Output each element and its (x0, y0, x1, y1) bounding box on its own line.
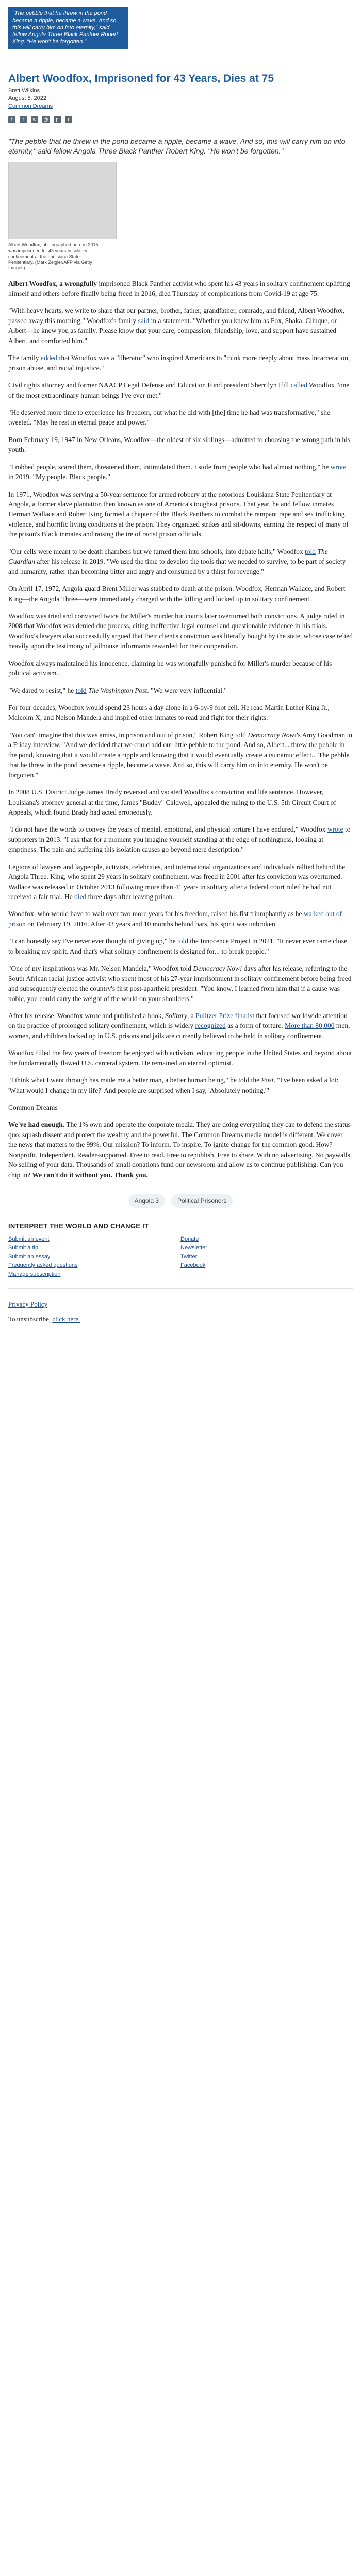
inline-link[interactable]: added (40, 354, 58, 362)
inline-link[interactable]: said (138, 316, 150, 325)
whatsapp-icon[interactable]: w (31, 116, 38, 123)
inline-link[interactable]: told (305, 547, 316, 555)
article-body (8, 279, 353, 1180)
article-paragraph: "You can't imagine that this was amiss, in prison and out of prison," Robert King told Democracy Now!'s Amy Goodman in a Friday interview. "And we decided that we could add our little pebble to the pond. And so, Albert... threw the pebble in the pond, knowing that it would create a ripple and knowing that it would eventually create a tsunamic effect... The pebble that he threw in the pond became a ripple, became a wave. And so, this will carry him on into eternity. He won't be forgotten." (8, 731, 352, 779)
article-paragraph: On April 17, 1972, Angola guard Brent Miller was stabbed to death at the prison. Woodfox, Herman Wallace, and Robert King—the Angola Three—were immediately charged with the killing and locked up in solitary confinement. (8, 585, 346, 603)
inline-link[interactable]: told (177, 937, 189, 945)
faq-link[interactable]: Frequently asked questions (8, 1262, 78, 1269)
article-paragraph: Born February 19, 1947 in New Orleans, Woodfox—the oldest of six siblings—admitted to choosing the wrong path in his youth. (8, 435, 351, 454)
facebook-link[interactable]: Facebook (180, 1262, 206, 1269)
article-meta (8, 87, 353, 110)
hero-figure (8, 162, 353, 271)
footer-title: INTERPRET THE WORLD AND CHANGE IT (8, 1222, 149, 1230)
submit-event-link[interactable]: Submit an event (8, 1236, 50, 1243)
article-hero-image (8, 162, 117, 239)
twitter-link[interactable]: Twitter (180, 1253, 198, 1260)
inline-link[interactable]: More than 80,000 (285, 1022, 335, 1030)
article-paragraph: "I think what I went through has made me a better man, a better human being," he told the Post. "I've been asked a lot: 'What would I change in my life?' And people are surprised when I say, 'Absolutely nothing.'" (8, 1076, 339, 1094)
article-paragraph: For four decades, Woodfox would spend 23 hours a day alone in a 6-by-9 foot cell. He read Martin Luther King Jr., Malcolm X, and Nelson Mandela and inspired other inmates to read and fight for their rights. (8, 704, 330, 722)
inline-link[interactable]: walked out of prison (8, 910, 342, 928)
tag-political-prisoners[interactable]: Political Prisoners (171, 1194, 233, 1208)
submit-tip-link[interactable]: Submit a tip (8, 1245, 39, 1251)
article-paragraph: We've had enough. The 1% own and operate the corporate media. They are doing everything they can to defend the status quo, squash dissent and protect the wealthy and the powerful. The Common Dreams media model is different. We cover the news that matters to the 99%. Our mission? To inform. To inspire. To ignite change for the common good. How? Nonprofit. Independent. Reader-supported. Free to read. Free to republish. Free to share. With no advertising. No paywalls. No selling of your data. Thousands of small donations fund our newsroom and allow us to continue publishing. Can you chip in? We can't do it without you. Thank you. (8, 1121, 352, 1179)
inline-link[interactable]: died (74, 893, 87, 901)
facebook-icon[interactable]: f (8, 116, 15, 123)
article-paragraph: Woodfox always maintained his innocence, claiming he was wrongfully punished for Miller's murder because of his political activism. (8, 659, 332, 677)
article-paragraph: Common Dreams (8, 1104, 58, 1112)
inline-link[interactable]: recognized (195, 1022, 226, 1030)
share-row (8, 116, 353, 123)
reddit-icon[interactable]: r (65, 116, 72, 123)
article-headline: Albert Woodfox, Imprisoned for 43 Years, Dies at 75 (8, 72, 274, 84)
article-paragraph: Civil rights attorney and former NAACP Legal Defense and Education Fund president Sherrilyn Ifill called Woodfox "one of the most extraordinary human beings I've ever met." (8, 381, 350, 399)
submit-essay-link[interactable]: Submit an essay (8, 1253, 51, 1260)
footer-links-right (180, 1235, 353, 1279)
manage-subscription-link[interactable]: Manage subscription (8, 1271, 61, 1278)
donate-link[interactable]: Donate (180, 1236, 199, 1243)
image-caption: Albert Woodfox, photographed here in 2015, was imprisoned for 43 years in solitary confinement at the Louisiana State Penitentiary. (Mark Zeigler/AFP via Getty Images) (8, 242, 100, 271)
article-paragraph: "We dared to resist," he told The Washington Post. "We were very influential." (8, 686, 227, 694)
inline-link[interactable]: Pulitzer Prize finalist (195, 1011, 255, 1020)
footer-links (8, 1235, 353, 1279)
article-paragraph: In 2008 U.S. District Judge James Brady reversed and vacated Woodfox's conviction and life sentence. However, Louisiana's attorney general at the time, James "Buddy" Caldwell, appealed the ruling to the U.S. 5th Circuit Court of Appeals, which found Brady had acted erroneously. (8, 788, 336, 816)
twitter-icon[interactable]: t (20, 116, 27, 123)
pull-quote: "The pebble that he threw in the pond became a ripple, became a wave. And so, this will carry him on into eternity," said fellow Angola Three Black Panther Robert King. "He won't be forgotten." (8, 137, 346, 155)
article-paragraph: Woodfox, who would have to wait over two more years for his freedom, raised his fist triumphantly as he walked out of prison on February 19, 2016. After 43 years and 10 months behind bars, his spirit was unbroken. (8, 910, 342, 928)
inline-link[interactable]: told (75, 686, 87, 694)
newsletter-link[interactable]: Newsletter (180, 1245, 207, 1251)
unsubscribe-prefix: To unsubscribe, (8, 1315, 51, 1323)
footer-divider (8, 1288, 353, 1289)
privacy-policy-link[interactable]: Privacy Policy (8, 1300, 48, 1309)
print-icon[interactable]: p (54, 116, 61, 123)
article-paragraph: Woodfox filled the few years of freedom he enjoyed with activism, educating people in the United States and beyond about the fundamentally flawed U.S. carceral system. He remained an eternal optimist. (8, 1049, 352, 1067)
article-paragraph: Woodfox was tried and convicted twice for Miller's murder but courts later overturned both convictions. A judge ruled in 2008 that Woodfox was denied due process, citing ineffective legal counsel and questionable evidence in his trials. Woodfox's lawyers also successfully argued that their client's conviction was literally bought by the state, whose case relied heavily upon the testimony of jailhouse informants rewarded for their cooperation. (8, 612, 353, 650)
article-paragraph: "With heavy hearts, we write to share that our partner, brother, father, grandfather, comrade, and friend, Albert Woodfox, passed away this morning," Woodfox's family said in a statement. "Whether you knew him as Fox, Shaka, Clinque, or Albert—he knew you as family. Please know that your care, compassion, friendship, love, and support have sustained Albert, and comforted him." (8, 307, 344, 345)
inline-link[interactable]: called (290, 381, 307, 389)
article-paragraph: The family added that Woodfox was a "liberator" who inspired Americans to "think more deeply about mass incarceration, prison abuse, and racial injustice." (8, 354, 350, 372)
article-paragraph: In 1971, Woodfox was serving a 50-year sentence for armed robbery at the notorious Louisiana State Penitentiary at Angola, a former slave plantation then known as one of America's toughest prisons. That year, he and fellow inmates Herman Wallace and Robert King formed a chapter of the Black Panthers to combat the rampant rape and sex trafficking, violence, and horrific living conditions at the prison. They organized strikes and sit-downs, earning the respect of many of the prison's Black inmates and raising the ire of racist prison officials. (8, 490, 349, 538)
article-paragraph: "One of my inspirations was Mr. Nelson Mandela," Woodfox told Democracy Now! days after his release, referring to the South African racial justice activist who spent most of his 27-year imprisonment in solitary confinement before being freed and subsequently elected the country's first post-apartheid president. "You know, I learned from him that if a cause was noble, you could carry the weight of the world on your shoulders." (8, 964, 352, 1003)
tag-row (8, 1194, 353, 1208)
legal-area (8, 1300, 353, 1324)
unsubscribe-line (8, 1315, 353, 1324)
tag-angola-3[interactable]: Angola 3 (128, 1194, 165, 1208)
inline-link[interactable]: told (235, 731, 246, 739)
inline-link[interactable]: wrote (330, 463, 347, 471)
inline-link[interactable]: wrote (327, 825, 343, 834)
article-paragraph: After his release, Woodfox wrote and published a book, Solitary, a Pulitzer Prize finalist that focused worldwide attention on the practice of prolonged solitary confinement, which is widely recognized as a form of torture. More than 80,000 men, women, and children locked up in U.S. prisons and jails are currently believed to be held in solitary confinement. (8, 1011, 350, 1040)
article-publisher-link[interactable]: Common Dreams (8, 103, 53, 109)
article-paragraph: "I can honestly say I've never ever thought of giving up," he told the Innocence Project in 2021. "It never ever came close to breaking my spirit. And that's what solitary confinement is designed for... to break people." (8, 937, 348, 955)
article-author: Brett Wilkins (8, 87, 40, 94)
header-box (8, 7, 128, 49)
email-icon[interactable]: @ (42, 116, 50, 123)
article-date: August 5, 2022 (8, 95, 47, 101)
article-paragraph: "I do not have the words to convey the years of mental, emotional, and physical torture I have endured," Woodfox wrote to supporters in 2013. "I ask that for a moment you imagine yourself standing at the edge of nothingness, looking at emptiness. The pain and suffering this isolation causes go beyond mere description." (8, 825, 351, 854)
footer-links-left (8, 1235, 180, 1279)
header-title: "The pebble that he threw in the pond became a ripple, became a wave. And so, this will carry him on into eternity," said fellow Angola Three Black Panther Robert King. "He won't be forgotten." (12, 10, 118, 45)
article-paragraph: "He deserved more time to experience his freedom, but what he did with [the] time he had was transformative," she tweeted. "May he rest in eternal peace and power." (8, 408, 330, 427)
article-paragraph: "Our cells were meant to be death chambers but we turned them into schools, into debate halls," Woodfox told The Guardian after his release in 2019. "We used the time to develop the tools that we needed to survive, to be part of society and humanity, rather than becoming bitter and angry and consumed by a thirst for revenge." (8, 547, 346, 575)
article-paragraph: "I robbed people, scared them, threatened them, intimidated them. I stole from people who had almost nothing," he wrote in 2019. "My people. Black people." (8, 463, 347, 481)
unsubscribe-link[interactable]: click here. (52, 1315, 80, 1323)
article-paragraph: Legions of lawyers and laypeople, activists, celebrities, and international organizations and individuals rallied behind the Angola Three. King, who spent 29 years in solitary confinement, was freed in 2001 after his conviction was overturned. Wallace was released in October 2013 following more than 41 years in solitary after a federal court ruled he had not received a fair trial. He died three days after leaving prison. (8, 862, 346, 901)
article-paragraph: Albert Woodfox, a wrongfully imprisoned Black Panther activist who spent his 43 years in solitary confinement uplifting himself and others before finally being freed in 2016, died Thursday of complications from Covid-19 at age 75. (8, 279, 350, 298)
